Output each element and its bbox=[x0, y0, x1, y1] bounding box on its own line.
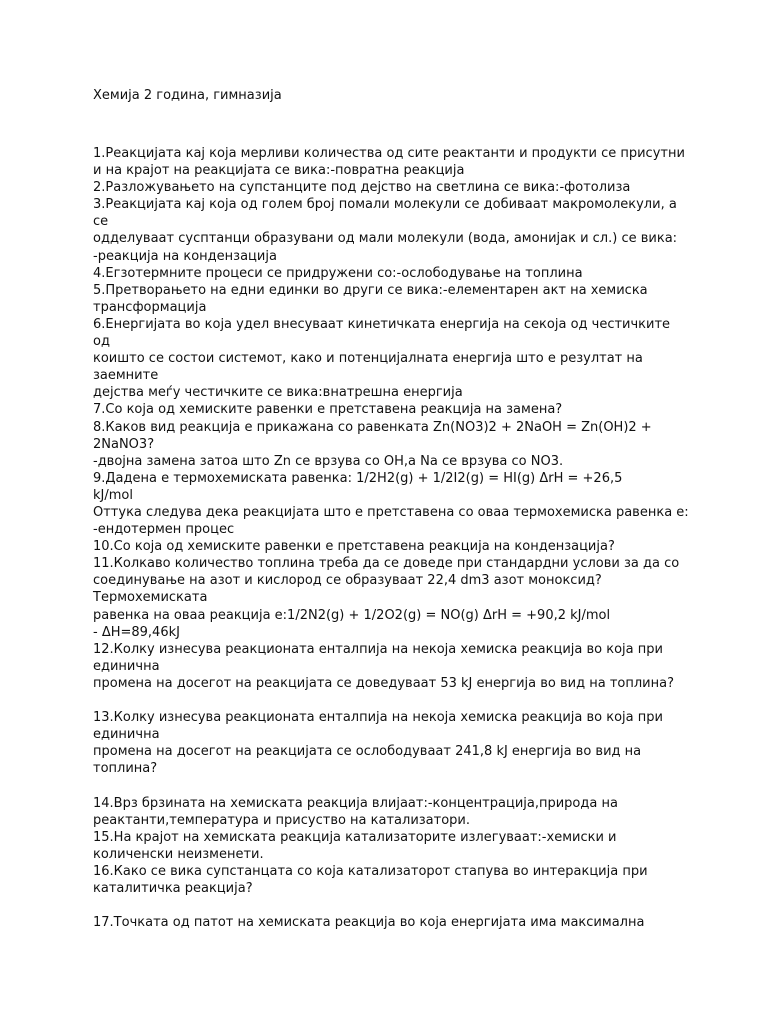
text-line: 5.Претворањето на едни единки во други се вика:-елементарен акт на хемиска bbox=[93, 282, 648, 298]
text-line: и на крајот на реакцијата се вика:-повратна реакција bbox=[93, 163, 465, 179]
text-line: 12.Колку изнесува реакционата енталпија на некоја хемиска реакција во која при bbox=[93, 641, 663, 657]
text-line: одделуваат сусптанци образувани од мали молекули (вода, амонијак и сл.) се вика: bbox=[93, 231, 678, 247]
text-line: 10.Со која од хемиските равенки е претставена реакција на кондензација? bbox=[93, 539, 615, 555]
text-line: Оттука следува дека реакцијата што е претставена со оваа термохемиска равенка е: bbox=[93, 504, 689, 520]
paragraph-gap bbox=[93, 897, 693, 914]
text-line: реактанти,температура и присуство на катализатори. bbox=[93, 812, 471, 828]
text-line: 16.Како се вика супстанцата со која катализаторот стапува во интеракција при bbox=[93, 863, 648, 879]
text-line: 13.Колку изнесува реакционата енталпија на некоја хемиска реакција во која при bbox=[93, 710, 663, 726]
text-line: 15.На крајот на хемиската реакција катализаторите излегуваат:-хемиски и bbox=[93, 829, 617, 845]
text-line: коишто се состои системот, како и потенцијалната енергија што е резултат на bbox=[93, 351, 643, 367]
text-line: 4.Егзотермните процеси се придружени со:-ослободување на топлина bbox=[93, 265, 583, 281]
text-line: 2NaNO3? bbox=[93, 436, 155, 452]
text-line: Термохемиската bbox=[93, 590, 208, 606]
text-line: соединување на азот и кислород се образуваат 22,4 dm3 азот моноксид? bbox=[93, 573, 602, 589]
text-line: -двојна замена затоа што Zn се врзува со OH,а Na се врзува со NO3. bbox=[93, 453, 564, 469]
text-line: каталитичка реакција? bbox=[93, 881, 253, 897]
text-line: единична bbox=[93, 727, 160, 743]
text-line: промена на досегот на реакцијата се ослободуваат 241,8 kJ енергија во вид на bbox=[93, 744, 642, 760]
text-line: 8.Каков вид реакција е прикажана со равенката Zn(NO3)2 + 2NaOH = Zn(OH)2 + bbox=[93, 419, 652, 435]
text-line: трансформација bbox=[93, 299, 207, 315]
text-line: заемните bbox=[93, 368, 159, 384]
text-line: 6.Енергијата во која удел внесуваат кинетичката енергија на секоја од честичките bbox=[93, 316, 671, 332]
text-line: -ендотермен процес bbox=[93, 522, 235, 538]
text-line: 9.Дадена е термохемиската равенка: 1/2H2(g) + 1/2I2(g) = HI(g) ΔrH = +26,5 bbox=[93, 470, 623, 486]
document-body bbox=[93, 145, 693, 931]
text-line: количенски неизменети. bbox=[93, 846, 264, 862]
text-line: промена на досегот на реакцијата се доведуваат 53 kJ енергија во вид на топлина? bbox=[93, 675, 674, 691]
text-line: 7.Со која од хемиските равенки е претставена реакција на замена? bbox=[93, 402, 563, 418]
text-line: 2.Разложувањето на супстанците под дејство на светлина се вика:-фотолиза bbox=[93, 180, 631, 196]
text-line: се bbox=[93, 214, 109, 230]
paragraph-gap bbox=[93, 692, 693, 709]
text-line: 1.Реакцијата кај која мерливи количества од сите реактанти и продукти се присутни bbox=[93, 146, 685, 161]
text-line: -реакција на кондензација bbox=[93, 248, 277, 264]
text-line: дејства меѓу честичките се вика:внатрешна енергија bbox=[93, 385, 463, 401]
text-line: топлина? bbox=[93, 761, 158, 777]
text-line: 11.Колкаво количество топлина треба да се доведе при стандардни услови за да со bbox=[93, 556, 680, 572]
text-line: 3.Реакцијата кај која од голем број помали молекули се добиваат макромолекули, а bbox=[93, 197, 677, 213]
text-line: - ΔH=89,46kJ bbox=[93, 624, 180, 640]
text-line: 17.Точката од патот на хемиската реакција во која енергијата има максимална bbox=[93, 915, 645, 931]
text-line: од bbox=[93, 334, 110, 350]
document-title: Хемија 2 година, гимназија bbox=[93, 88, 282, 103]
text-line: 14.Врз брзината на хемиската реакција влијаат:-концентрација,природа на bbox=[93, 795, 618, 811]
paragraph-gap bbox=[93, 777, 693, 794]
text-line: равенка на оваа реакција е:1/2N2(g) + 1/2O2(g) = NO(g) ΔrH = +90,2 kJ/mol bbox=[93, 607, 611, 623]
text-line: kJ/mol bbox=[93, 487, 133, 503]
text-line: единична bbox=[93, 658, 160, 674]
